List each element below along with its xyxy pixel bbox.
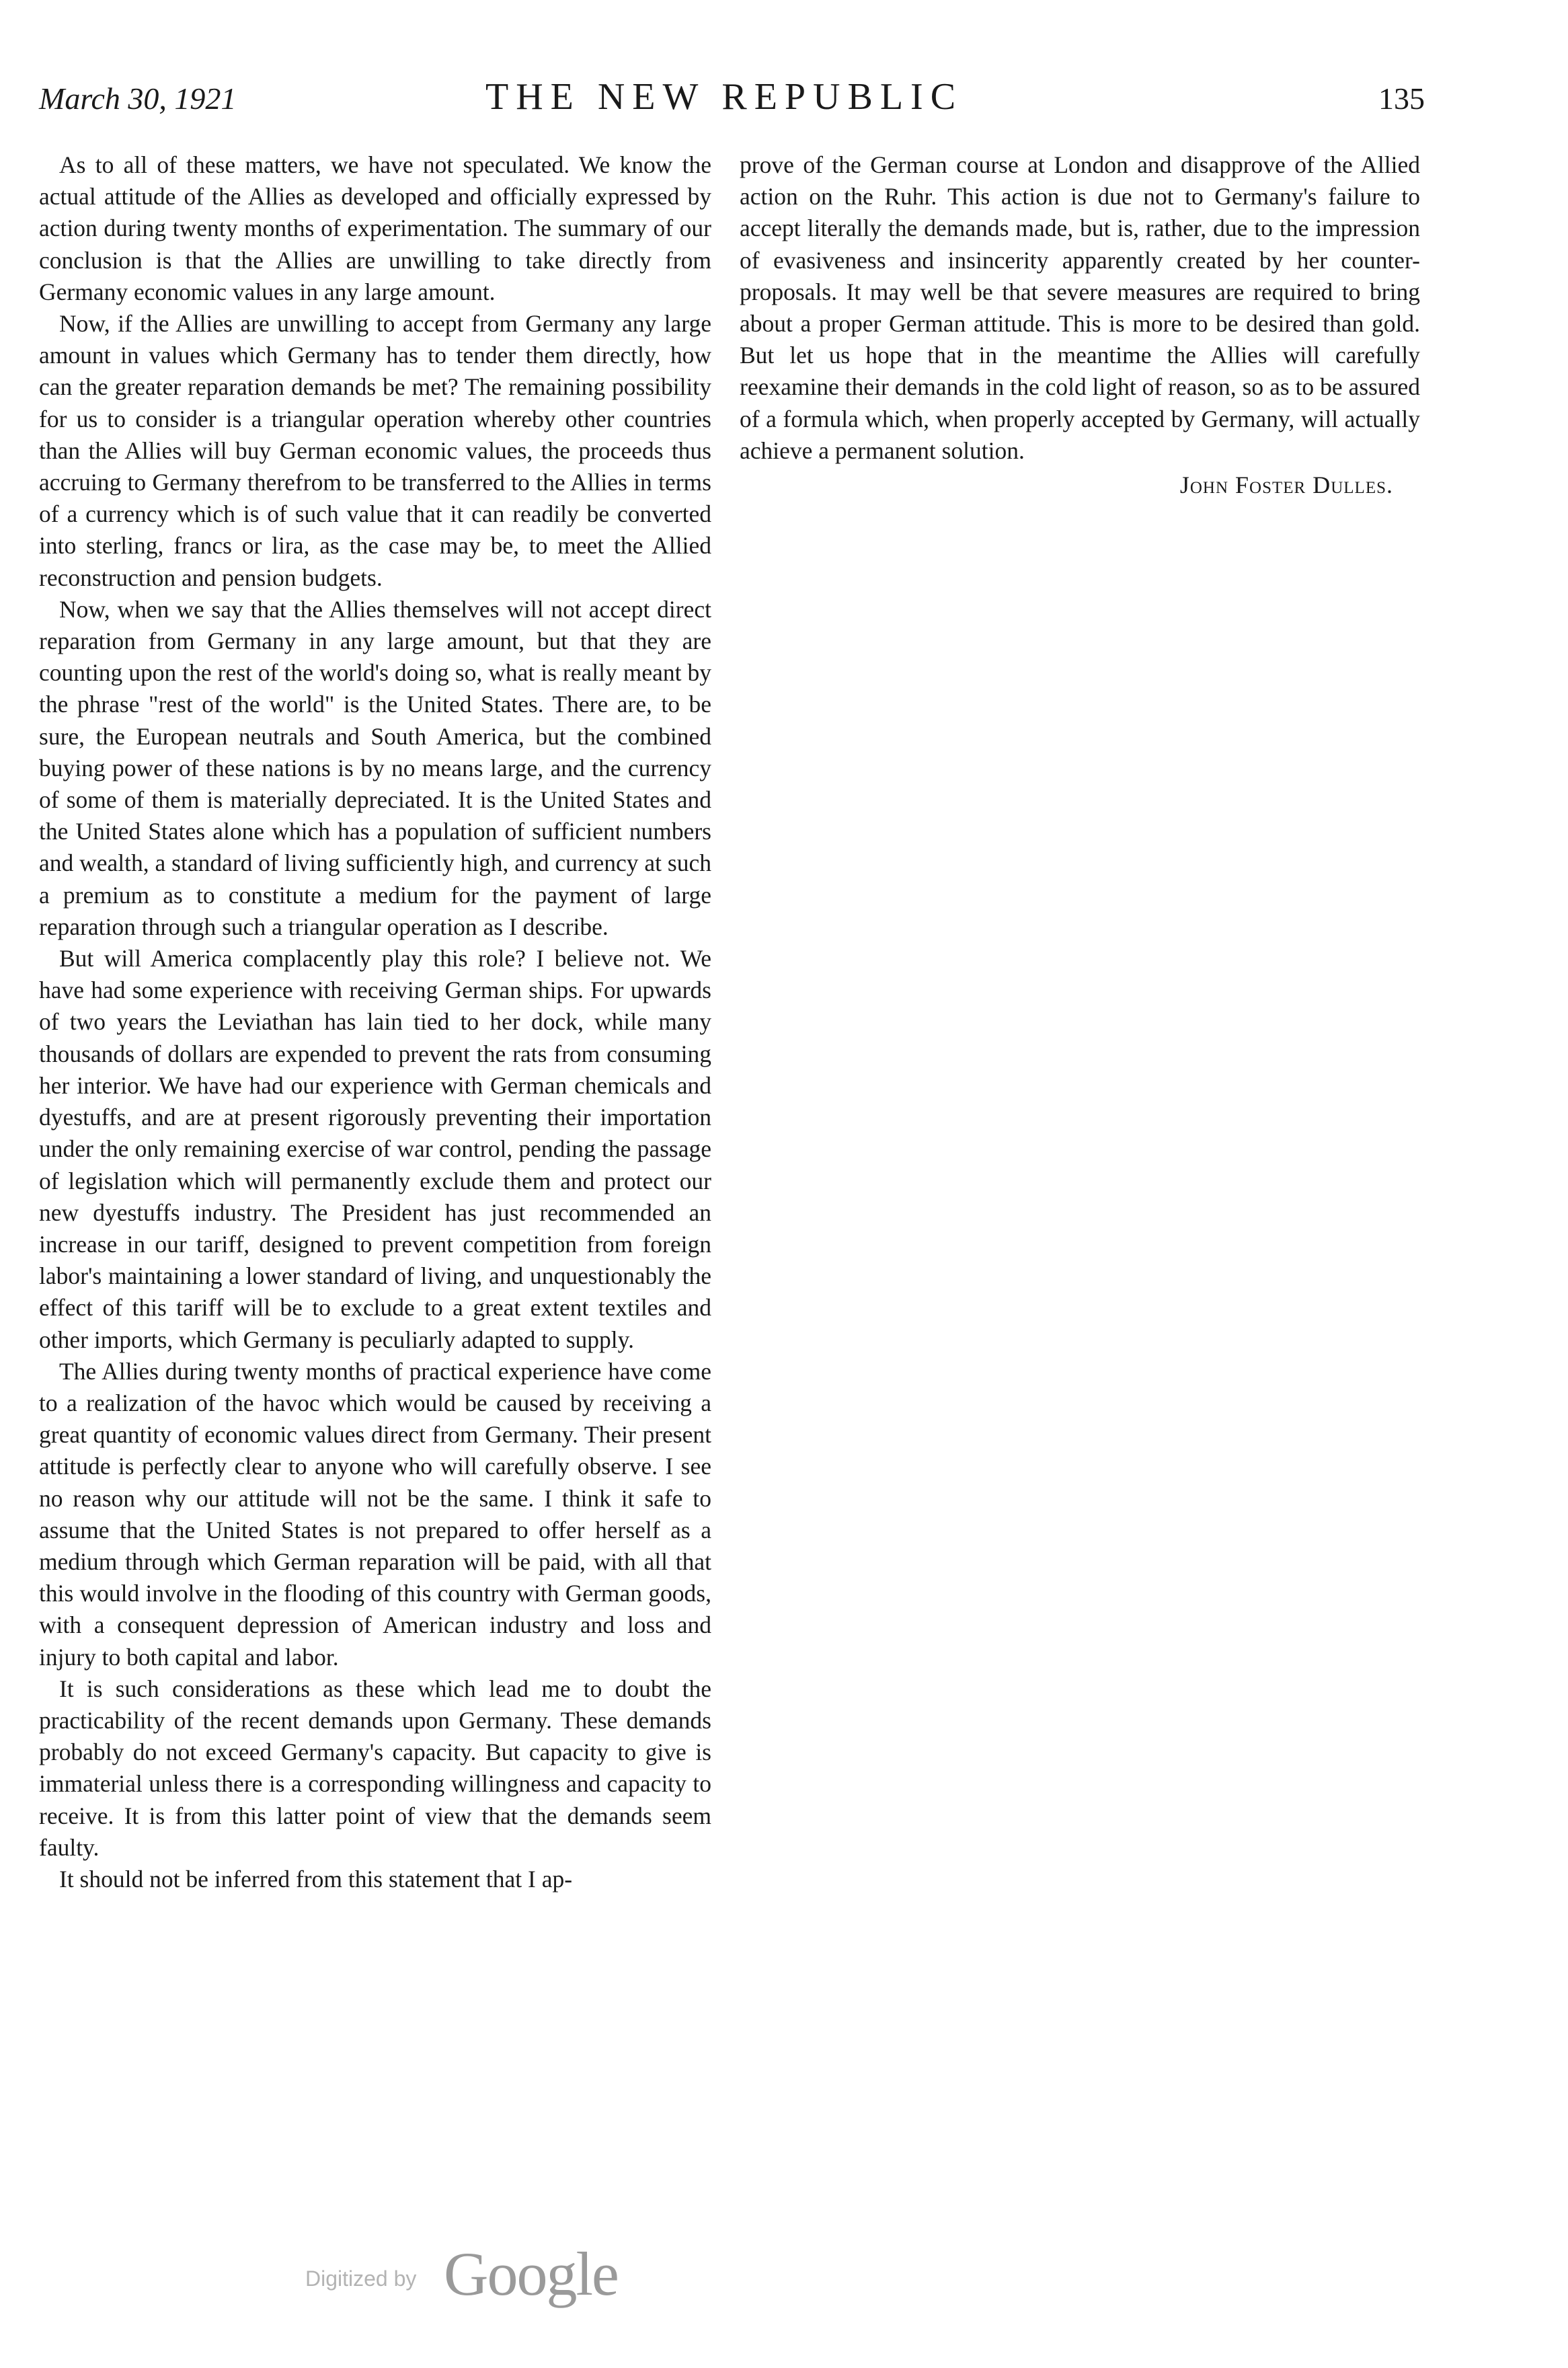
paragraph: Now, if the Allies are unwilling to accept from Germany any large amount in values which Germany has to tender them directly, how can the greater reparation demands be met? The remaining possibility for us to consider is a triangular operation whereby other countries than the Allies will buy German economic values, the proceeds thus accruing to Germany therefrom to be transferred to the Allies in terms of a currency which is of such value that it can readily be converted into sterling, francs or lira, as the case may be, to meet the Allied reconstruction and pension budgets. xyxy=(39,310,711,591)
publication-title: THE NEW REPUBLIC xyxy=(485,76,964,118)
digitization-watermark xyxy=(303,2231,706,2308)
page-number: 135 xyxy=(1378,81,1425,116)
author-signature: John Foster Dulles. xyxy=(1179,471,1393,499)
issue-date: March 30, 1921 xyxy=(39,81,237,116)
paragraph: prove of the German course at London and disapprove of the Allied action on the Ruhr. This action is due not to Germany's failure to accept literally the demands made, but is, rather, due to the impression of evasiveness and insincerity apparently created by her counter-proposals. It may well be that severe measures are required to bring about a proper German attitude. This is more to be desired than gold. But let us hope that in the meantime the Allies will carefully reexamine their demands in the cold light of reason, so as to be assured of a formula which, when properly accepted by Germany, will actually achieve a permanent solution. xyxy=(740,151,1420,464)
left-column xyxy=(39,149,711,1895)
right-column xyxy=(740,149,1420,501)
paragraph: It should not be inferred from this statement that I ap- xyxy=(59,1865,573,1893)
paragraph: The Allies during twenty months of practical experience have come to a realization of the havoc which would be caused by receiving a great quantity of economic values direct from Germany. Their present attitude is perfectly clear to anyone who will carefully observe. I see no reason why our attitude will not be the same. I think it safe to assume that the United States is not prepared to offer herself as a medium through which German reparation will be paid, with all that this would involve in the flooding of this country with German goods, with a consequent depression of American industry and loss and injury to both capital and labor. xyxy=(39,1357,711,1671)
digitized-by-label: Digitized by xyxy=(305,2266,417,2291)
paragraph: Now, when we say that the Allies themselves will not accept direct reparation from Germany in any large amount, but that they are counting upon the rest of the world's doing so, what is really meant by the phrase "rest of the world" is the United States. There are, to be sure, the European neutrals and South America, but the combined buying power of these nations is by no means large, and the currency of some of them is materially depreciated. It is the United States and the United States alone which has a population of sufficient numbers and wealth, a standard of living sufficiently high, and currency at such a premium as to constitute a medium for the payment of large reparation through such a triangular operation as I describe. xyxy=(39,595,711,940)
google-logo: Google xyxy=(444,2240,618,2308)
paragraph: As to all of these matters, we have not speculated. We know the actual attitude of the Allies as developed and officially expressed by action during twenty months of experimentation. The summary of our conclusion is that the Allies are unwilling to take directly from Germany economic values in any large amount. xyxy=(39,151,711,305)
paragraph: It is such considerations as these which lead me to doubt the practicability of the recent demands upon Germany. These demands probably do not exceed Germany's capacity. But capacity to give is immaterial unless there is a corresponding willingness and capacity to receive. It is from this latter point of view that the demands seem faulty. xyxy=(39,1675,711,1861)
page-header xyxy=(0,75,1568,129)
paragraph: But will America complacently play this role? I believe not. We have had some experience with receiving German ships. For upwards of two years the Leviathan has lain tied to her dock, while many thousands of dollars are expended to prevent the rats from consuming her interior. We have had our experience with German chemicals and dyestuffs, and are at present rigorously preventing their importation under the only remaining exercise of war control, pending the passage of legislation which will permanently exclude them and protect our new dyestuffs industry. The President has just recommended an increase in our tariff, designed to prevent competition from foreign labor's maintaining a lower standard of living, and unquestionably the effect of this tariff will be to exclude to a great extent textiles and other imports, which Germany is peculiarly adapted to supply. xyxy=(39,945,711,1353)
